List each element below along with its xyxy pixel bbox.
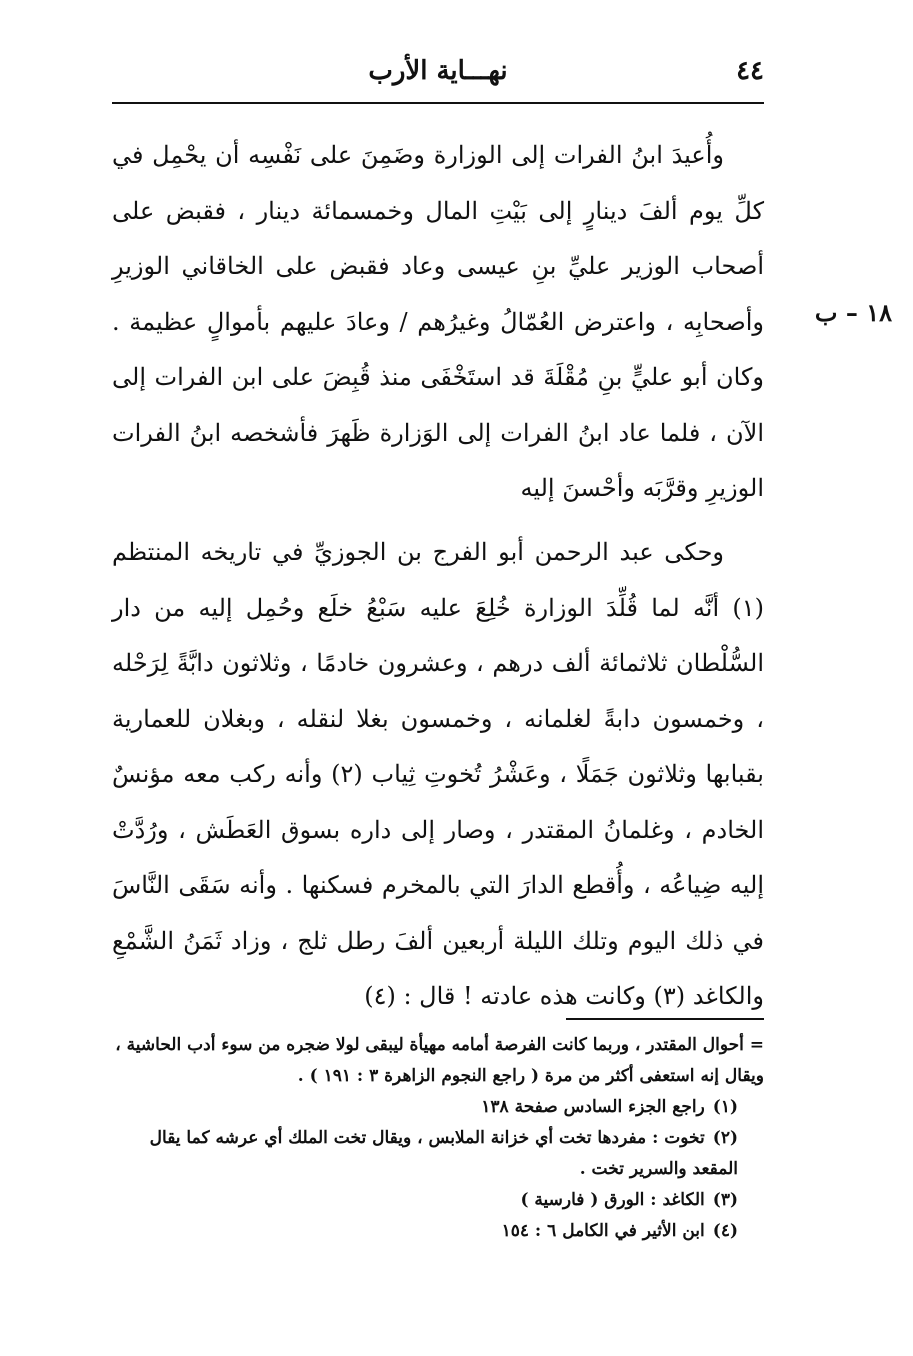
- paragraph-2-text: وحكى عبد الرحمن أبو الفرج بن الجوزيِّ في تاريخه المنتظم (١) أنَّه لما قُلِّدَ الوزارة خُلِعَ عليه سَبْعُ خلَع وحُمِل إليه من دار السُّلْطان ثلاثمائة ألف درهم ، وعشرون خادمًا ، وثلاثون دابَّةً لِرَحْله ، وخمسون دابةً لغلمانه ، وخمسون بغلا لنقله ، وبغلان للعمارية بقبابها وثلاثون جَمَلًا ، وعَشْرُ تُخوتِ ثِياب (٢) وأنه ركب معه مؤنسٌ الخادم ، وغلمانُ المقتدر ، وصار إلى داره بسوق العَطَش ، ورُدَّتْ إليه ضِياعُه ، وأُقطع الدارَ التي بالمخرم فسكنها . وأنه سَقَى النَّاسَ في ذلك اليوم وتلك الليلة أربعين ألفَ رطل ثلج ، وزاد ثَمَنُ الشَّمْعِ والكاغد (٣) وكانت هذه عادته ! قال : (٤): [112, 538, 764, 1010]
- footnote-3: [112, 1185, 764, 1216]
- margin-folio-note: ١٨ – ب: [814, 298, 892, 327]
- footnote-text: تخوت : مفردها تخت أي خزانة الملابس ، ويقال تخت الملك أي عرشه كما يقال المقعد والسرير تخت .: [149, 1128, 738, 1179]
- footnote-number: (٣): [712, 1190, 738, 1210]
- footnote-2: [112, 1123, 764, 1185]
- footnote-text: راجع الجزء السادس صفحة ١٣٨: [481, 1097, 705, 1117]
- footnote-4: [112, 1216, 764, 1247]
- page-header: [112, 52, 764, 92]
- footnote-separator: [566, 1018, 764, 1020]
- footnotes: [112, 1030, 764, 1247]
- footnote-continuation: [112, 1030, 764, 1092]
- body-paragraph-2: [112, 525, 764, 1025]
- footnote-text: ابن الأثير في الكامل ٦ : ١٥٤: [501, 1221, 705, 1241]
- footnote-number: (٢): [712, 1128, 738, 1148]
- footnote-text: الكاغد : الورق ( فارسية ): [520, 1190, 705, 1210]
- footnote-number: (٤): [712, 1221, 738, 1241]
- header-rule: [112, 102, 764, 104]
- footnote-text: = أحوال المقتدر ، وربما كانت الفرصة أمامه مهيأة ليبقى لولا ضجره من سوء أدب الحاشية ، ويقال إنه استعفى أكثر من مرة ( راجع النجوم الزاهرة ٣ : ١٩١ ) .: [115, 1035, 764, 1086]
- footnote-1: [112, 1092, 764, 1123]
- page-number: ٤٤: [736, 56, 764, 86]
- footnote-number: (١): [712, 1097, 738, 1117]
- paragraph-1-text: وأُعيدَ ابنُ الفرات إلى الوزارة وضَمِنَ على نَفْسِه أن يحْمِل في كلِّ يوم ألفَ دينارٍ إلى بَيْتِ المال وخمسمائة دينار ، فقبض على أصحاب الوزير عليِّ بنِ عيسى وعاد فقبض على الخاقاني الوزيرِ وأصحابِه ، واعترض العُمّالُ وغيرُهم / وعادَ عليهم بأموالٍ عظيمة . وكان أبو عليٍّ بنِ مُقْلَةَ قد استَخْفَى منذ قُبِضَ على ابن الفرات إلى الآن ، فلما عاد ابنُ الفرات إلى الوَزارة ظَهرَ فأشخصه ابنُ الفرات الوزيرِ وقرَّبَه وأحْسنَ إليه: [112, 141, 764, 502]
- running-title: نهـــاية الأرب: [368, 56, 508, 86]
- body-paragraph-1: [112, 128, 764, 517]
